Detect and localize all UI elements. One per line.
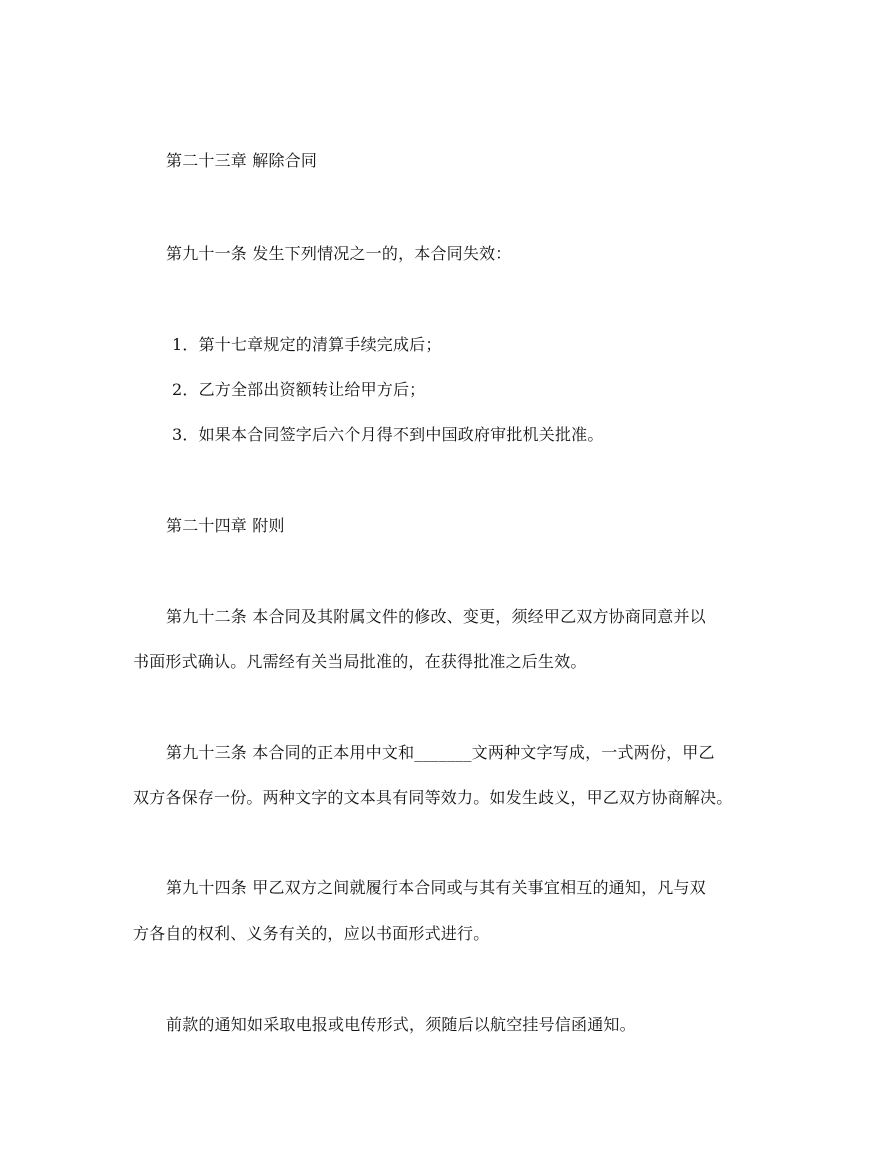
article-92-line-1: 第九十二条 本合同及其附属文件的修改、变更，须经甲乙双方协商同意并以 xyxy=(166,607,706,626)
article-94-line-2: 方各自的权利、义务有关的，应以书面形式进行。 xyxy=(133,924,490,943)
article-91-heading: 第九十一条 发生下列情况之一的，本合同失效： xyxy=(166,244,512,263)
article-91-item-3: 3．如果本合同签字后六个月得不到中国政府审批机关批准。 xyxy=(172,425,604,444)
article-91-item-2: 2．乙方全部出资额转让给甲方后； xyxy=(172,380,426,399)
article-94-line-3: 前款的通知如采取电报或电传形式，须随后以航空挂号信函通知。 xyxy=(166,1015,636,1034)
chapter-23-title: 第二十三章 解除合同 xyxy=(166,151,318,170)
article-94-line-1: 第九十四条 甲乙双方之间就履行本合同或与其有关事宜相互的通知，凡与双 xyxy=(166,878,706,897)
chapter-24-title: 第二十四章 附则 xyxy=(166,516,285,535)
article-93-line-2: 双方各保存一份。两种文字的文本具有同等效力。如发生歧义，甲乙双方协商解决。 xyxy=(133,788,733,807)
article-91-item-1: 1．第十七章规定的清算手续完成后； xyxy=(172,335,442,354)
article-92-line-2: 书面形式确认。凡需经有关当局批准的，在获得批准之后生效。 xyxy=(133,652,587,671)
article-93-line-1: 第九十三条 本合同的正本用中文和_______文两种文字写成，一式两份，甲乙 xyxy=(166,743,715,762)
